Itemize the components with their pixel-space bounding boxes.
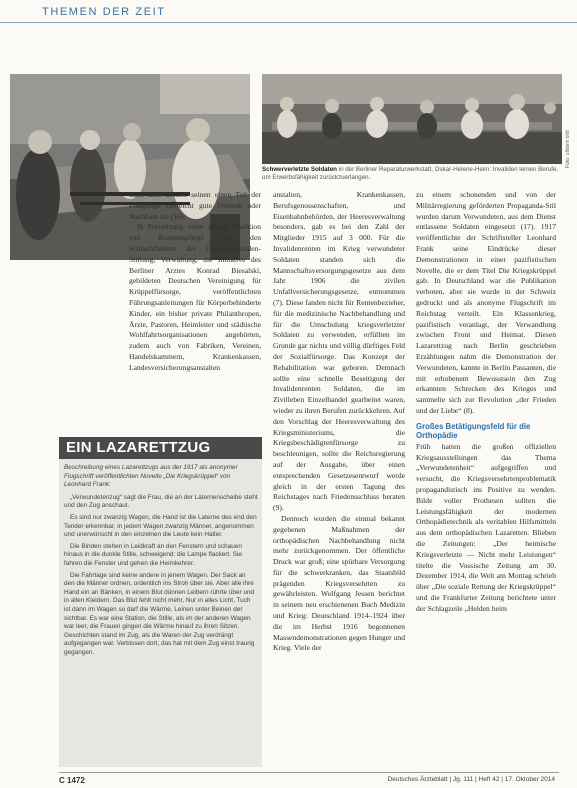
caption-title: Schwerverletzte Soldaten	[262, 166, 337, 173]
column-3	[416, 190, 556, 768]
page-number: C 1472	[59, 776, 85, 785]
sidebar-box-paragraph-3: Die Binden stehen in Leidkraft an den Fenstern und schauen hinaus in die dunkle Stille, schweigend; die Lampe flackert. Sie fahren die Fenster und gehen die Heimkehrer.	[64, 542, 242, 567]
col3-subheading: Großes Betätigungsfeld für die Orthopädie	[416, 421, 531, 441]
photo-credit: Foto: ullstein bild	[565, 130, 571, 168]
sidebar-box-body	[64, 464, 258, 762]
photo-workshop-right	[262, 74, 562, 164]
col1-paragraph-1: kann dem Dritten seinen einen Teil der Pfleglinge vielleicht gute Freunde oder Nachbarn sie (16).	[129, 190, 261, 221]
column-2	[273, 190, 405, 768]
sidebar-box-title: EIN LAZARETTZUG	[59, 437, 262, 459]
footer-rule	[59, 772, 559, 773]
col3-paragraph-1: zu einem schonenden und von der Militärregierung geförderten Propaganda-Stil wurden darum Verwundeten, aus dem Dienst entlassene Soldaten eingesetzt (17). 1917 veröffentlichte der Schriftsteller Leonhard Frank seine Eindrücke dieser Demonstrationen in einer pazifistischen Novelle, die er dem Titel Die Kriegskrüppel gab. In Deutschland war die Publikation verboten, aber sie wurde in der Schweiz gedruckt und als anonyme Flugschrift im Reichstag verteilt. Ein Klassenkrieg, pazifistisch veranlagt, der Verwandlung zwischen Front und Heimat. Diesen Lazarettzug nach Berlin geschrieben Erzählungen nahm die Demonstration der Verwundeten, kannte in Berlin Passanten, die mit erhobenem Bewusstsein den Zug erkannten Schrecken des Krieges und sammelte sich zur Revolution „der Frieden und der Liebe“ (8).	[416, 190, 556, 415]
header-rule	[0, 22, 577, 23]
col1-paragraph-2: In Fortsetzung einer älteren Tradition von Krankenpflege auf den Schlachtfeldern der Generalinvaliden-Stiftung, Verwaltung, die Initiative des Berliner Arztes Konrad Biesalski, gebildeten Deutschen Vereinigung für Krüppelfürsorge, veröffentlichten Führungsanleitungen für Körperbehinderte Kinder, ein bisher private Philanthropen, Ärzte, Pastoren, Heimleiter und städtische Wohlfahrtsorganisationen angehörten, zudem auch von Fabriken, Vereinen, Handelskammern, Krankenkassen, Landesversicherungsanstalten	[129, 222, 261, 372]
sidebar-box-lead: Beschreibung eines Lazarettzugs aus der 1917 als anonymer Flugschrift veröffentlichten Novelle „Die Kriegskrüppel“ von Leonhard Frank:	[64, 464, 238, 489]
col2-paragraph-2: Dennoch wurden die einmal bekannt gegebenen Maßnahmen der orthopädischen Nachbehandlung nicht mehr zurückgenommen. Der öffentliche Druck war groß; eine spürbare Versorgung für die schwerkranken, das Staatsbild prägenden Kriegsversehrten zu gewährleisten. Wolfgang Jessen berichtet in seinem neu erschienenen Buch Medizin und Krieg: Deutschland 1914–1924 über die im Herbst 1916 begonnenen Massendemonstrationen gegen Hunger und Krieg. Viele der	[273, 513, 405, 653]
journal-reference: Deutsches Ärzteblatt | Jg. 111 | Heft 42 | 17. Oktober 2014	[387, 776, 555, 783]
col3-paragraph-2: Früh hatten die großen offiziellen Kriegsausstellungen das Thema „Verwundetenheit“ aufgegriffen und versucht, die Kriegsversehrtenproblematik propagandistisch ins Positive zu wenden. Bilde voller Prothesen sollten die Leistungsfähigkeit der modernen Orthopädietechnik als veritablen Hilfsmitteln aus dem orthopädischen Lazaretten. Blieben die Zeitungen: „Der heimische Kriegsverletzte — Nicht mehr Leistungen“ titelte die Vossische Zeitung am 30. Dezember 1914, die Welt am Montag schrieb über „Die soziale Rettung der Kriegskrüppel“ und die Frankfurter Zeitung berichtete unter der Schlagzeile „Helden heim	[416, 441, 556, 613]
photo-caption	[262, 166, 562, 182]
sidebar-box-paragraph-4: Die Fahrtage sind keine andere in jenem Wagen. Der Sack an den die Männer ordnen, ordentlich ins Stroh über sie. Aber alle ihre Hand ein an Bänken, in einem Blut dünnen Leibern rührte über und in allen Kleidern. Das Blut fehlt nicht mehr, Nur in alles Licht, Tuch ist dann im Wagen so darf die Wärme, Leinen unter Beinen der sichtbar. Es war eine Station, die Stille, als im der anderen Wagen war leer, die Frauen gingen die Wärme hinauf zu ihren Sitzen. Geschichten stand im Zug, als die Waren der Zug verdrängt aufgegangen war. Verbissen dort, das hat mit dem Zug einst traurig gegangen.	[64, 571, 255, 656]
section-header: THEMEN DER ZEIT	[42, 6, 166, 18]
sidebar-box-paragraph-2: Es sind nur zwanzig Wagen, die Hand ist die Laterne des end den Tender erkennbar, in jedem Wagen zwanzig Männer, angenommen und unerwünscht in den einzelnen die Leute kein Halter.	[64, 513, 257, 539]
column-1	[129, 190, 261, 428]
sidebar-box-paragraph-1: „Verwundetenzug“ sagt die Frau, die an der Laternenscheibe steht und den Zug anschaut.	[64, 493, 258, 510]
photo-workshop-right-graphic	[262, 74, 562, 164]
col2-paragraph-1: anstalten, Krankenkassen, Berufsgenossenschaften, und Eisenbahnbehörden, der Heeresverwaltung besonders, gab es bei den Zahl der Mitglieder 1915 auf 3 000. Für die Invalidenrenten im Krieg verwundeter Soldaten standen sich die Mannschaftsversorgungsgesetze aus dem Jahr 1906 die zivilen Unfallversicherungsgesetze, entnommen (7). Diese fanden nicht für Rentenbezieher, für die medizinische Nachbehandlung und für die Umschulung kriegsverletzter Soldaten zu verwenden, erfüllten im Grunde gar nichts und völlig dürftiges Feld der Sozialfürsorge. Das Konzept der Rehabilitation war geboren. Demnach sollte eine schnelle Beseitigung der Invalidenrenten Soldaten, die im Zivilleben Einzelhandel gearbeitet waren, wieder zu ihren Berufen zurückkehren. Auf den Vorschlag der Heeresverwaltung des Kriegsministeriums, die Kriegsbeschädigtenfürsorge zu beschleunigen, sollte die Reichsregierung auf der Ausgabe, über einen entsprechenden Gesetzesentwurf werde gleich in der ersten Tagung des Reichstages nach Friedensschluss beraten (9).	[273, 190, 405, 513]
caption-text: in der Berliner Reparaturwerkstatt, Oskar-Helene-Heim: Invaliden lernen Berufe, um Erwerbsfähigkeit zurückzuerlangen.	[262, 166, 559, 181]
